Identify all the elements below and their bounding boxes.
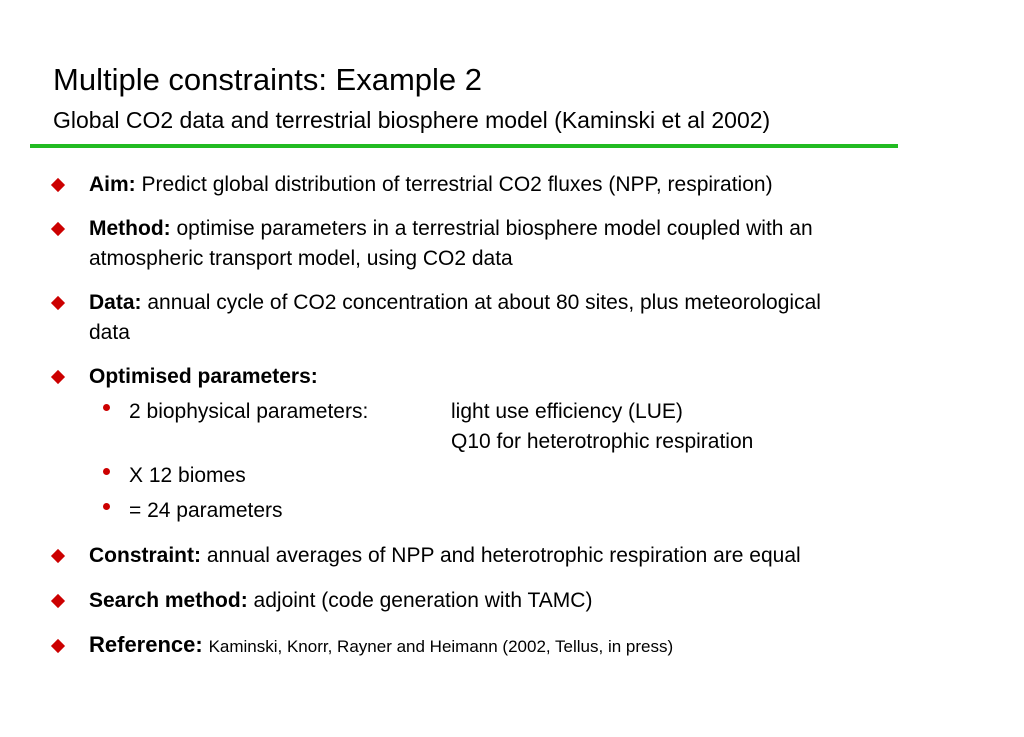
bullet-diamond-icon <box>51 549 65 563</box>
sub-bullet-dot-icon <box>103 468 110 475</box>
bullet-aim <box>89 170 773 200</box>
bullet-diamond-icon <box>51 178 65 192</box>
sub-bullet-total: = 24 parameters <box>129 499 283 522</box>
sub-bullet-biophysical-value-2: Q10 for heterotrophic respiration <box>451 430 754 453</box>
bullet-label: Aim: <box>89 173 136 196</box>
bullet-diamond-icon <box>51 222 65 236</box>
bullet-text: Kaminski, Knorr, Rayner and Heimann (2002, Tellus, in press) <box>208 637 674 656</box>
bullet-label: Method: <box>89 217 171 240</box>
bullet-label: Reference: <box>89 632 203 657</box>
bullet-text: optimise parameters in a terrestrial biosphere model coupled with an <box>176 217 813 240</box>
bullet-text: Predict global distribution of terrestrial CO2 fluxes (NPP, respiration) <box>141 173 773 196</box>
bullet-constraint <box>89 541 801 571</box>
slide-title: Multiple constraints: Example 2 <box>53 62 483 97</box>
bullet-label: Search method: <box>89 589 248 612</box>
title-divider <box>30 144 898 148</box>
bullet-label: Optimised parameters: <box>89 365 318 388</box>
sub-bullet-biophysical-label: 2 biophysical parameters: <box>129 400 369 423</box>
bullet-label: Constraint: <box>89 544 201 567</box>
bullet-diamond-icon <box>51 370 65 384</box>
bullet-method-continued: atmospheric transport model, using CO2 data <box>89 247 513 270</box>
bullet-data-continued: data <box>89 321 130 344</box>
bullet-diamond-icon <box>51 296 65 310</box>
bullet-text: annual cycle of CO2 concentration at about 80 sites, plus meteorological <box>147 291 821 314</box>
bullet-reference <box>89 630 673 662</box>
bullet-diamond-icon <box>51 639 65 653</box>
slide-subtitle: Global CO2 data and terrestrial biosphere model (Kaminski et al 2002) <box>53 107 771 133</box>
sub-bullet-dot-icon <box>103 404 110 411</box>
sub-bullet-dot-icon <box>103 503 110 510</box>
bullet-search-method <box>89 586 592 616</box>
bullet-diamond-icon <box>51 594 65 608</box>
bullet-text: adjoint (code generation with TAMC) <box>253 589 593 612</box>
bullet-text: annual averages of NPP and heterotrophic respiration are equal <box>206 544 801 567</box>
sub-bullet-biomes: X 12 biomes <box>129 464 246 487</box>
bullet-label: Data: <box>89 291 142 314</box>
sub-bullet-biophysical-value-1: light use efficiency (LUE) <box>451 400 683 423</box>
bullet-optimised <box>89 362 318 392</box>
bullet-data <box>89 288 821 318</box>
bullet-method <box>89 214 813 244</box>
